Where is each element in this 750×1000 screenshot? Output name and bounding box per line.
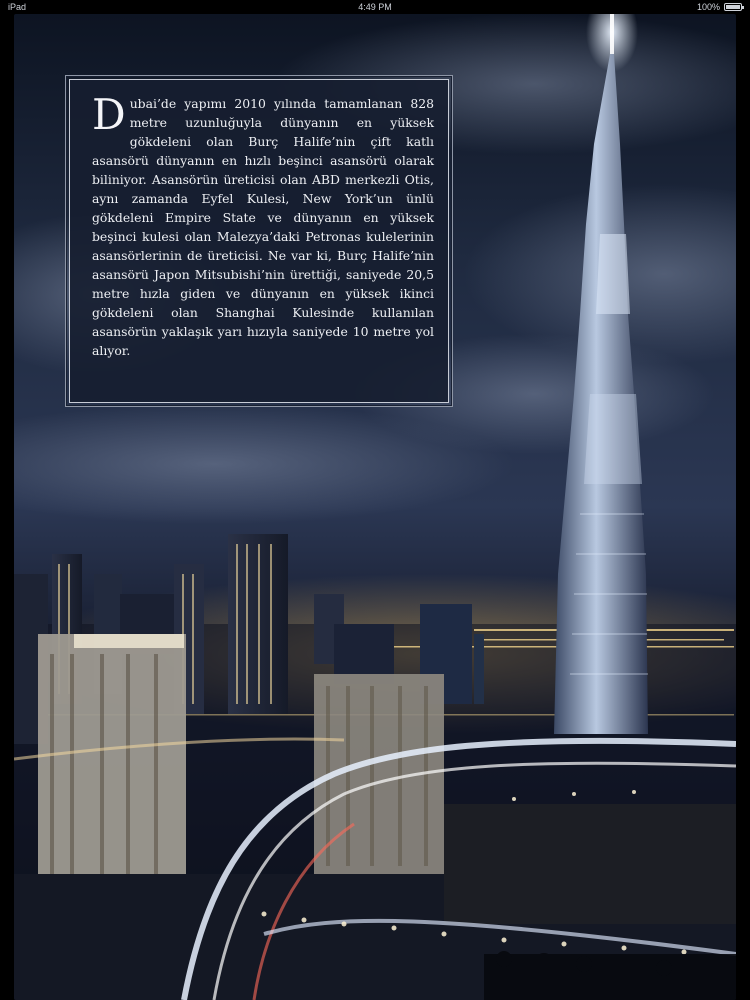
- magazine-page[interactable]: [14, 14, 736, 1000]
- battery-percent: 100%: [696, 2, 720, 12]
- status-bar: [0, 0, 750, 14]
- article-text-box: [69, 79, 449, 403]
- article-body: ubai’de yapımı 2010 yılında tamamlanan 828 metre uzunluğuyla dünyanın en yüksek gökdeleni olan Burç Halife’nin çift katlı asansörü dünyanın en hızlı beşinci asansörü olarak biliniyor. Asansörün üreticisi olan ABD merkezli Otis, aynı zamanda Eyfel Kulesi, New York’un ünlü gökdeleni Empire State ve dünyanın en yüksek beşinci kulesi olan Malezya’daki Petronas kulelerinin asansörlerinin de üreticisi. Ne var ki, Burç Halife’nin asansörü Japon Mitsubishi’nin ürettiği, saniyede 20,5 metre hızla giden ve dünyanın en yüksek ikinci gökdeleni olan Shanghai Kulesinde kullanılan asansörün yaklaşık yarı hızıyla saniyede 10 metre yol alıyor.: [92, 96, 434, 358]
- drop-cap: D: [92, 90, 126, 139]
- battery-icon: [724, 3, 742, 11]
- battery-indicator: [697, 2, 742, 12]
- article-paragraph: [92, 90, 434, 360]
- status-time: 4:49 PM: [358, 2, 392, 12]
- device-label: iPad: [8, 2, 27, 12]
